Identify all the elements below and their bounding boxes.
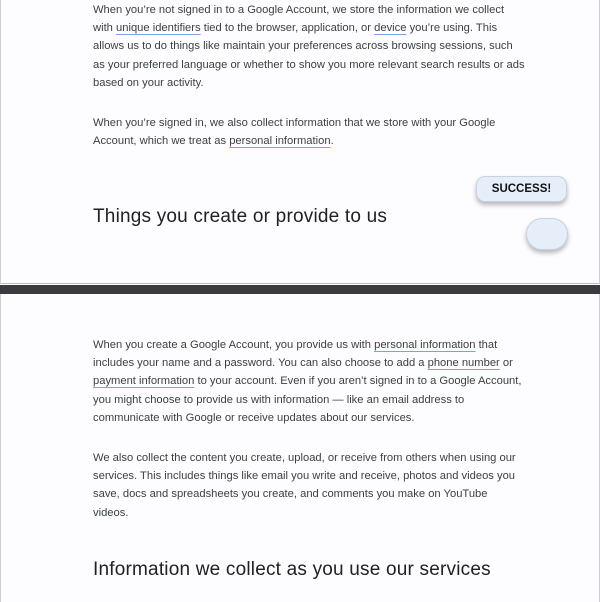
paragraph-text: you’re using. This allows us to do things like maintain your preferences across browsing sessions, such as your preferred language or whether to show you more relevant search results or ads based on your activity. <box>93 22 525 89</box>
toggle-pill-button[interactable] <box>526 218 568 250</box>
paragraph-text: that includes your name and a password. You can also choose to add a <box>93 339 498 370</box>
paragraph-content-collected: We also collect the content you create, upload, or receive from others when using our services. This includes things like email you write and receive, photos and videos you save, docs and spreadsheets you create, and comments you make on YouTube videos. <box>93 452 516 519</box>
link-device[interactable]: device <box>374 22 407 35</box>
paragraph-signed-in <box>93 114 525 150</box>
link-personal-information[interactable]: personal information <box>374 339 476 351</box>
paragraph-text: When you’re signed in, we also collect information that we store with your Google Account, which we treat as <box>93 117 496 148</box>
link-phone-number[interactable]: phone number <box>427 357 500 370</box>
bottom-frame <box>0 294 600 602</box>
success-button[interactable]: SUCCESS! <box>476 176 567 202</box>
paragraph-text: . <box>330 135 334 148</box>
link-unique-identifiers[interactable]: unique identifiers <box>116 22 201 35</box>
link-payment-information[interactable]: payment information <box>93 375 195 388</box>
section-heading-use-services: Information we collect as you use our services <box>93 559 491 580</box>
paragraph-create-account <box>93 336 525 427</box>
paragraph-text: to your account. Even if you aren’t signed in to a Google Account, you might choose to provide us with information — like an email address to communicate with Google or receive updates about our services. <box>93 375 522 424</box>
section-heading-create-provide: Things you create or provide to us <box>93 206 388 227</box>
paragraph-text: tied to the browser, application, or <box>200 22 375 35</box>
paragraph-identifiers <box>93 1 525 92</box>
top-frame <box>0 0 600 284</box>
paragraph-text: When you’re not signed in to a Google Account, we store the information we collect with <box>93 4 505 35</box>
paragraph-text: When you create a Google Account, you provide us with <box>93 339 375 351</box>
paragraph-text: or <box>499 357 513 370</box>
frame-divider <box>0 284 600 294</box>
link-personal-information[interactable]: personal information <box>229 135 331 148</box>
